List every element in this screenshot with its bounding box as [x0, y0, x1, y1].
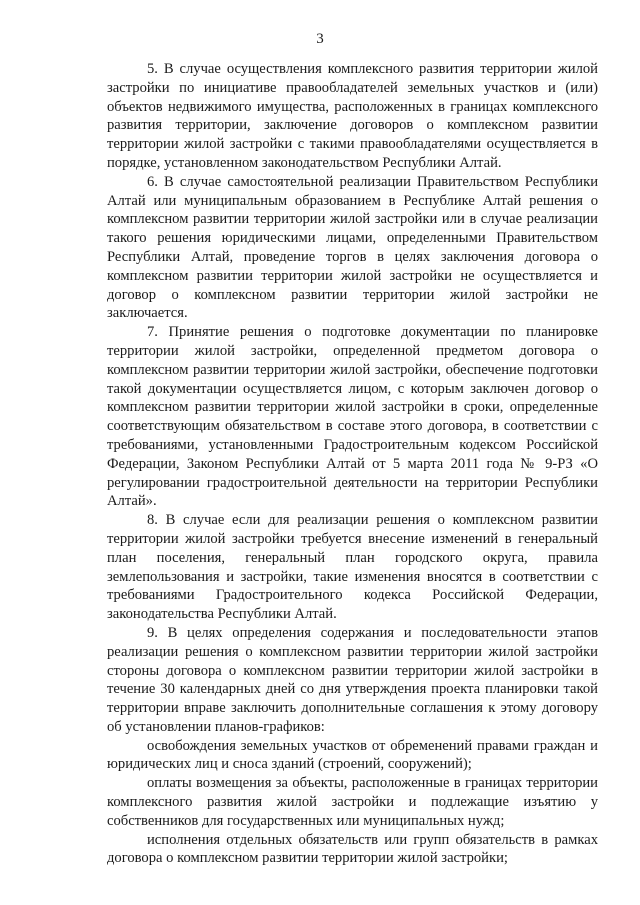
- paragraph-9: 9. В целях определения содержания и последовательности этапов реализации решения о комплексном развитии территории жилой застройки стороны договора о комплексном развитии территории жилой застройки в течение 30 календарных дней со дня утверждения проекта планировки такой территории вправе заключить дополнительные соглашения к этому договору об установлении планов-графиков:: [107, 624, 598, 735]
- paragraph-6: 6. В случае самостоятельной реализации Правительством Республики Алтай или муниципальным образованием в Республике Алтай решения о комплексном развитии территории жилой застройки или в случае реализации такого решения юридическими лицами, определенными Правительством Республики Алтай, проведение торгов в целях заключения договора о комплексном развитии территории жилой застройки не осуществляется и договор о комплексном развитии территории жилой застройки не заключается.: [107, 173, 598, 322]
- document-body: [107, 60, 598, 868]
- list-item-obligations: исполнения отдельных обязательств или групп обязательств в рамках договора о комплексном развитии территории жилой застройки;: [107, 831, 598, 867]
- list-item-land-release: освобождения земельных участков от обременений правами граждан и юридических лиц и сноса зданий (строений, сооружений);: [107, 737, 598, 773]
- paragraph-7: 7. Принятие решения о подготовке документации по планировке территории жилой застройки, определенной предметом договора о комплексном развитии территории жилой застройки, обеспечение подготовки такой документации осуществляется лицом, с которым заключен договор о комплексном развитии территории жилой застройки в сроки, определенные соответствующим обязательством в составе этого договора, в соответствии с требованиями, установленными Градостроительным кодексом Российской Федерации, Законом Республики Алтай от 5 марта 2011 года № 9-РЗ «О регулировании градостроительной деятельности на территории Республики Алтай».: [107, 324, 598, 510]
- paragraph-5: 5. В случае осуществления комплексного развития территории жилой застройки по инициативе правообладателей земельных участков и (или) объектов недвижимого имущества, расположенных в границах комплексного развития территории, заключение договоров о комплексном развитии территории жилой застройки с такими правообладателями осуществляется в порядке, установленном законодательством Республики Алтай.: [107, 61, 598, 171]
- list-item-compensation: оплаты возмещения за объекты, расположенные в границах территории комплексного развития жилой застройки и подлежащие изъятию у собственников для государственных или муниципальных нужд;: [107, 775, 598, 829]
- page-number: 3: [316, 31, 324, 47]
- paragraph-8: 8. В случае если для реализации решения о комплексном развитии территории жилой застройки требуется внесение изменений в генеральный план поселения, генеральный план городского округа, правила землепользования и застройки, такие изменения вносятся в соответствии с требованиями Градостроительного кодекса Российской Федерации, законодательства Республики Алтай.: [107, 512, 598, 623]
